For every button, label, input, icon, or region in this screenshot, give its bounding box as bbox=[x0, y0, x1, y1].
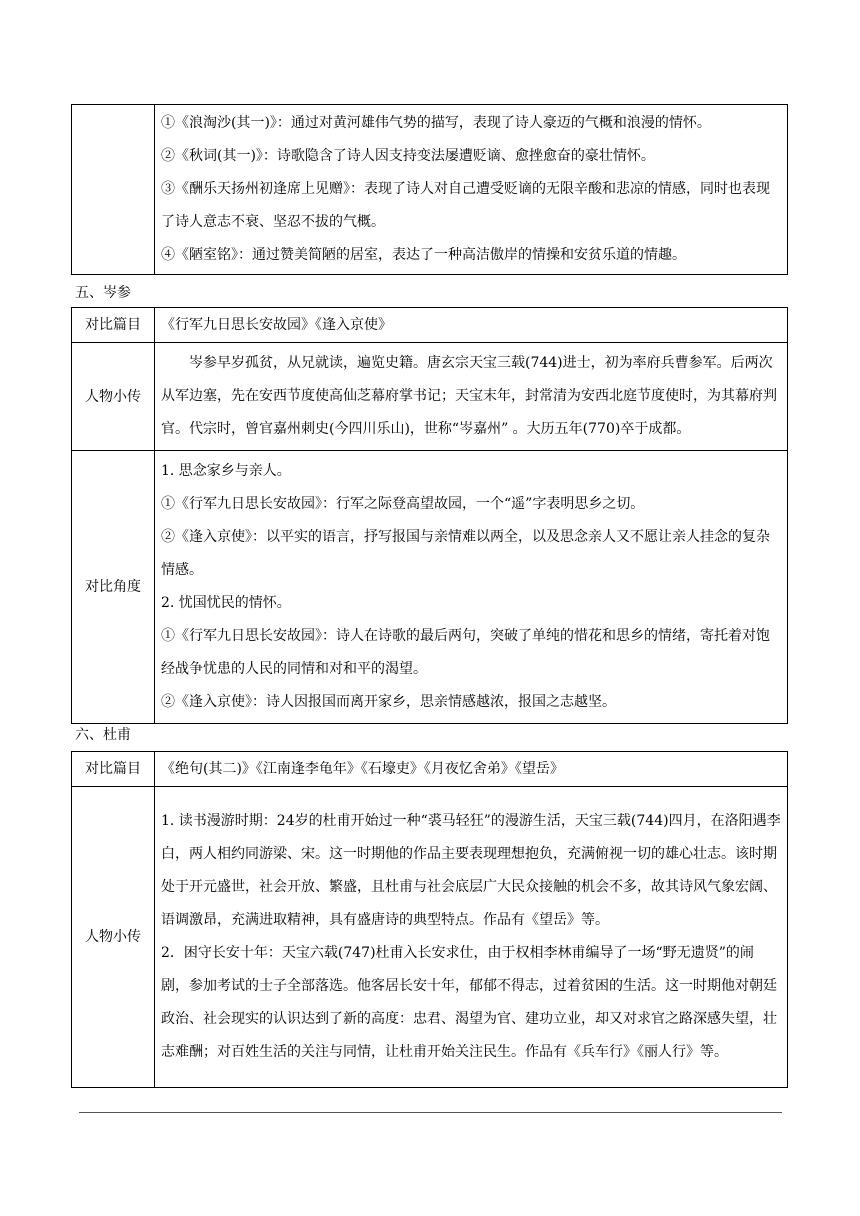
empty-label-cell bbox=[72, 105, 155, 275]
biography-cell bbox=[155, 343, 788, 451]
table-row bbox=[72, 105, 788, 275]
list-item: ①《浪淘沙(其一)》：通过对黄河雄伟气势的描写，表现了诗人豪迈的气概和浪漫的情怀。 bbox=[161, 115, 711, 131]
row-label: 对比篇目 bbox=[72, 752, 155, 787]
list-item: ②《秋词(其一)》：诗歌隐含了诗人因支持变法屡遭贬谪、愈挫愈奋的豪壮情怀。 bbox=[161, 148, 655, 164]
row-label: 人物小传 bbox=[72, 787, 155, 1088]
list-item: 1. 思念家乡与亲人。 bbox=[161, 463, 291, 479]
row-label: 对比篇目 bbox=[72, 308, 155, 343]
list-item: ②《逢入京使》：以平实的语言，抒写报国与亲情难以两全，以及思念亲人又不愿让亲人挂念的复杂情感。 bbox=[161, 529, 770, 578]
table-row bbox=[72, 451, 788, 724]
compared-works-cell: 《绝句(其二)》《江南逢李龟年》《石壕吏》《月夜忆舍弟》《望岳》 bbox=[155, 752, 788, 787]
list-item: ④《陋室铭》：通过赞美简陋的居室，表达了一种高洁傲岸的情操和安贫乐道的情趣。 bbox=[161, 247, 686, 263]
section-heading-du-fu: 六、杜甫 bbox=[75, 727, 131, 743]
table-row bbox=[72, 308, 788, 343]
continuation-table bbox=[71, 104, 788, 275]
list-item: ③《酬乐天扬州初逢席上见赠》：表现了诗人对自己遭受贬谪的无限辛酸和悲凉的情感，同时也表现了诗人意志不衰、坚忍不拔的气概。 bbox=[161, 181, 770, 230]
list-item: 1. 读书漫游时期：24岁的杜甫开始过一种“裘马轻狂”的漫游生活，天宝三载(744)四月，在洛阳遇李白，两人相约同游梁、宋。这一时期他的作品主要表现理想抱负，充满俯视一切的雄心壮志。该时期处于开元盛世，社会开放、繁盛，且杜甫与社会底层广大民众接触的机会不多，故其诗风气象宏阔、语调激昂，充满进取精神，具有盛唐诗的典型特点。作品有《望岳》等。 bbox=[161, 813, 781, 928]
comparison-angle-cell bbox=[155, 451, 788, 724]
row-label: 对比角度 bbox=[72, 451, 155, 724]
list-item: 2. 忧国忧民的情怀。 bbox=[161, 595, 291, 611]
footer-divider bbox=[79, 1112, 782, 1113]
cen-shen-table bbox=[71, 307, 788, 724]
list-item: ①《行军九日思长安故园》：行军之际登高望故园，一个“遥”字表明思乡之切。 bbox=[161, 496, 645, 512]
section-heading-cen-shen: 五、岑参 bbox=[75, 285, 131, 301]
compared-works-cell: 《行军九日思长安故园》《逢入京使》 bbox=[155, 308, 788, 343]
biography-text: 岑参早岁孤贫，从兄就读，遍览史籍。唐玄宗天宝三载(744)进士，初为率府兵曹参军。后两次从军边塞，先在安西节度使高仙芝幕府掌书记；天宝末年，封常清为安西北庭节度使时，为其幕府判官。代宗时，曾官嘉州刺史(今四川乐山)，世称“岑嘉州” 。大历五年(770)卒于成都。 bbox=[161, 355, 777, 437]
list-item: ①《行军九日思长安故园》：诗人在诗歌的最后两句，突破了单纯的惜花和思乡的情绪，寄托着对饱经战争忧患的人民的同情和对和平的渴望。 bbox=[161, 628, 770, 677]
table-row bbox=[72, 787, 788, 1088]
table-row bbox=[72, 343, 788, 451]
du-fu-table bbox=[71, 751, 788, 1088]
row-label: 人物小传 bbox=[72, 343, 155, 451]
list-item: 2．困守长安十年：天宝六载(747)杜甫入长安求仕，由于权相李林甫编导了一场“野无遗贤”的闹剧，参加考试的士子全部落选。他客居长安十年，郁郁不得志，过着贫困的生活。这一时期他对朝廷政治、社会现实的认识达到了新的高度：忠君、渴望为官、建功立业，却又对求官之路深感失望，壮志难酬；对百姓生活的关注与同情，让杜甫开始关注民生。作品有《兵车行》《丽人行》等。 bbox=[161, 945, 777, 1060]
table-row bbox=[72, 752, 788, 787]
biography-cell bbox=[155, 787, 788, 1088]
list-item: ②《逢入京使》：诗人因报国而离开家乡，思亲情感越浓，报国之志越坚。 bbox=[161, 694, 616, 710]
continuation-content-cell bbox=[155, 105, 788, 275]
